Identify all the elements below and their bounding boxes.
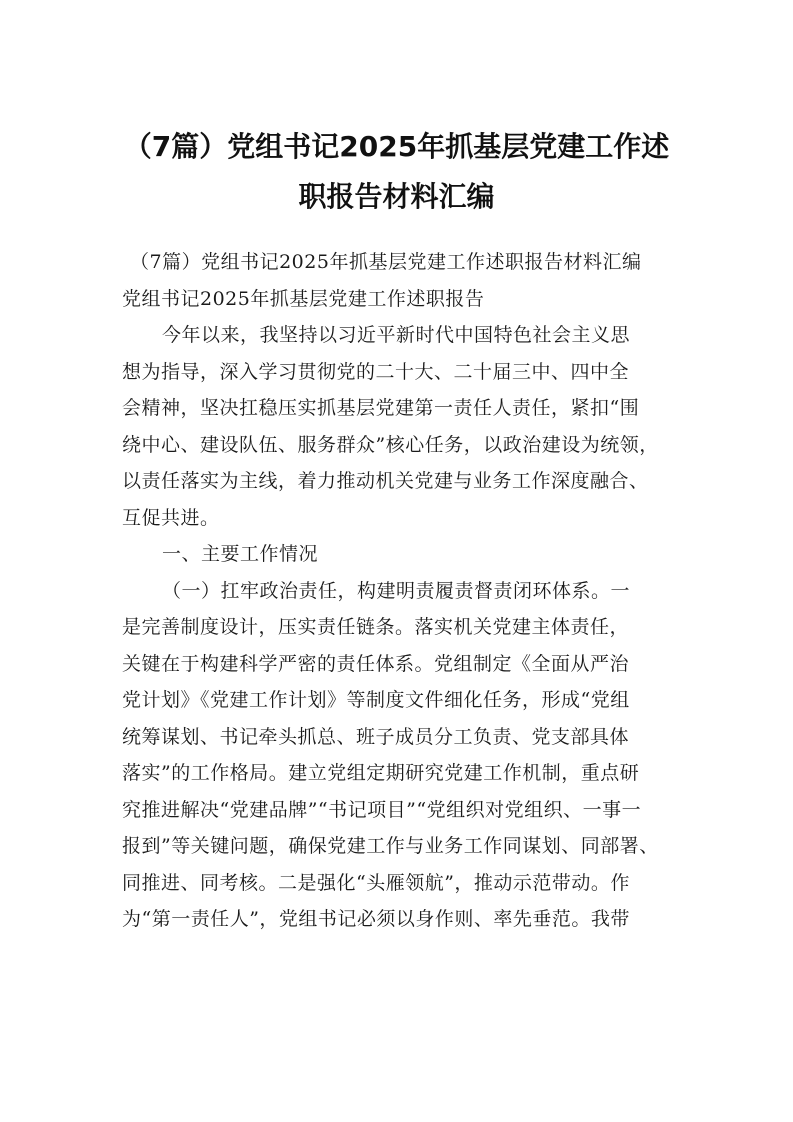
paragraph-line: 报到”等关键问题，确保党建工作与业务工作同谋划、同部署、 [122, 835, 659, 857]
paragraph-line: 以责任落实为主线，着力推动机关党建与业务工作深度融合、 [122, 470, 649, 492]
paragraph-line: 为“第一责任人”，党组书记必须以身作则、率先垂范。我带 [122, 908, 630, 930]
document-body [122, 244, 682, 938]
paragraph-line: 统筹谋划、书记牵头抓总、班子成员分工负责、党支部具体 [122, 725, 630, 748]
paragraph-line: 绕中心、建设队伍、服务群众”核心任务，以政治建设为统领， [122, 433, 659, 456]
paragraph-line: 会精神，坚决扛稳压实抓基层党建第一责任人责任，紧扣“围 [122, 397, 640, 419]
report-title-line: 党组书记2025年抓基层党建工作述职报告 [122, 287, 485, 310]
paragraph-line: 今年以来，我坚持以习近平新时代中国特色社会主义思 [162, 324, 631, 346]
paragraph-line: 是完善制度设计，压实责任链条。落实机关党建主体责任， [122, 616, 630, 638]
title-line-1: （7篇）党组书记2025年抓基层党建工作述 [123, 130, 670, 163]
paragraph-line: 究推进解决“党建品牌”“书记项目”“党组织对党组织、一事一 [122, 798, 642, 821]
title-line-2: 职报告材料汇编 [298, 180, 495, 213]
paragraph-line: 落实”的工作格局。建立党组定期研究党建工作机制，重点研 [122, 762, 640, 784]
paragraph-line: 党计划》《党建工作计划》等制度文件细化任务，形成“党组 [122, 689, 630, 711]
paragraph-line: 想为指导，深入学习贯彻党的二十大、二十届三中、四中全 [122, 360, 630, 383]
subtitle-line: （7篇）党组书记2025年抓基层党建工作述职报告材料汇编 [130, 251, 642, 273]
paragraph-line: 关键在于构建科学严密的责任体系。党组制定《全面从严治 [122, 652, 630, 675]
paragraph-line: （一）扛牢政治责任，构建明责履责督责闭环体系。一 [162, 579, 631, 602]
section-heading: 一、主要工作情况 [162, 543, 319, 565]
document-title [100, 122, 693, 222]
paragraph-line: 同推进、同考核。二是强化“头雁领航”，推动示范带动。作 [122, 871, 630, 894]
paragraph-line: 互促共进。 [122, 506, 220, 529]
